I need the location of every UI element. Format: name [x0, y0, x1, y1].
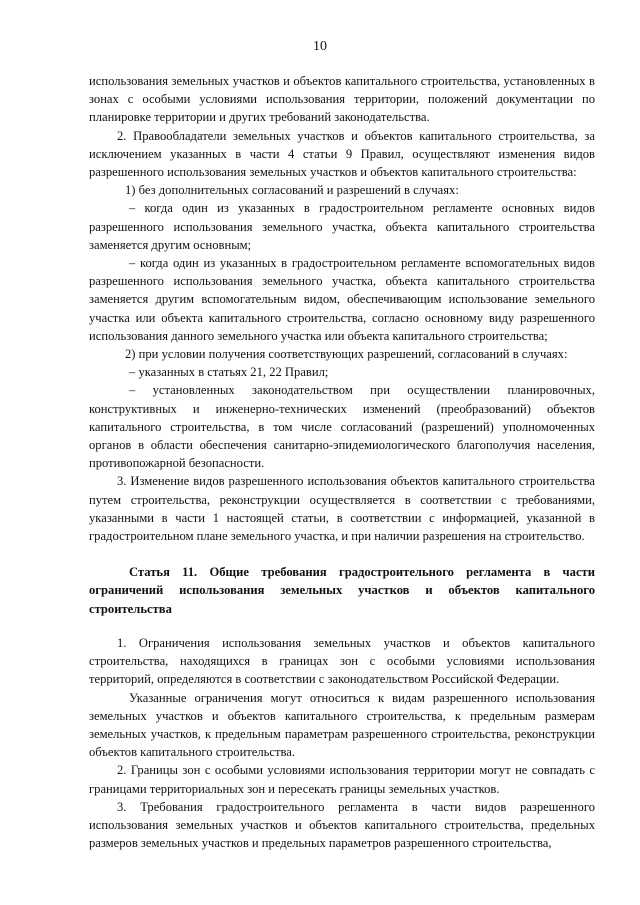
- subitem-2: 2) при условии получения соответствующих разрешений, согласований в случаях:: [125, 347, 568, 362]
- document-body: [89, 72, 595, 852]
- dash-item: – когда один из указанных в градостроительном регламенте основных видов разрешенного использования земельного участка, объекта капитального строительства заменяется другим основным;: [89, 201, 595, 252]
- paragraph-continuation: использования земельных участков и объектов капитального строительства, установленных в зонах с особыми условиями использования территории, положений документации по планировке территории и других требований законодательства.: [89, 74, 595, 125]
- page-number: 10: [313, 39, 327, 54]
- dash-item: – когда один из указанных в градостроительном регламенте вспомогательных видов разрешенного использования земельного участка, объекта капитального строительства заменяется другим вспомогательным видом, обеспечивающим использование земельного участка или объекта капитального строительства, согласно основному виду разрешенного использования данного земельного участка или объекта капитального строительства;: [89, 256, 595, 343]
- dash-item: – установленных законодательством при осуществлении планировочных, конструктивных и инженерно-технических изменений (преобразований) объектов капитального строительства, в том числе согласований (разрешений) уполномоченных органов в области обеспечения санитарно-эпидемиологического благополучия населения, противопожарной безопасности.: [89, 383, 595, 471]
- subitem-1: 1) без дополнительных согласований и разрешений в случаях:: [125, 183, 459, 198]
- paragraph-item-3: 3. Требования градостроительного регламента в части видов разрешенного использования земельных участков и объектов капитального строительства, предельных размеров земельных участков и предельных параметров разрешенного строительства,: [89, 799, 595, 851]
- paragraph-item-2: 2. Границы зон с особыми условиями использования территории могут не совпадать с границами территориальных зон и пересекать границы земельных участков.: [89, 763, 595, 796]
- paragraph-item-2: 2. Правообладатели земельных участков и объектов капитального строительства, за исключением указанных в части 4 статьи 9 Правил, осуществляют изменения видов разрешенного использования земельных участков и объектов капитального строительства:: [89, 128, 595, 180]
- paragraph-item-3: 3. Изменение видов разрешенного использования объектов капитального строительства путем строительства, реконструкции осуществляется в соответствии с требованиями, указанными в части 1 настоящей статьи, в соответствии с информацией, указанной в градостроительном плане земельного участка, и при наличии разрешения на строительство.: [89, 474, 595, 544]
- dash-item: – указанных в статьях 21, 22 Правил;: [129, 365, 329, 380]
- article-heading: Статья 11. Общие требования градостроительного регламента в части ограничений использования земельных участков и объектов капитального строительства: [89, 565, 595, 616]
- paragraph-text: Указанные ограничения могут относиться к видам разрешенного использования земельных участков и объектов капитального строительства, к предельным размерам земельных участков, к предельным параметрам разрешенного строительства, реконструкции объектов капитального строительства.: [89, 690, 595, 760]
- paragraph-item-1: 1. Ограничения использования земельных участков и объектов капитального строительства, находящихся в границах зон с особыми условиями использования территорий, определяются в соответствии с законодательством Российской Федерации.: [89, 635, 595, 687]
